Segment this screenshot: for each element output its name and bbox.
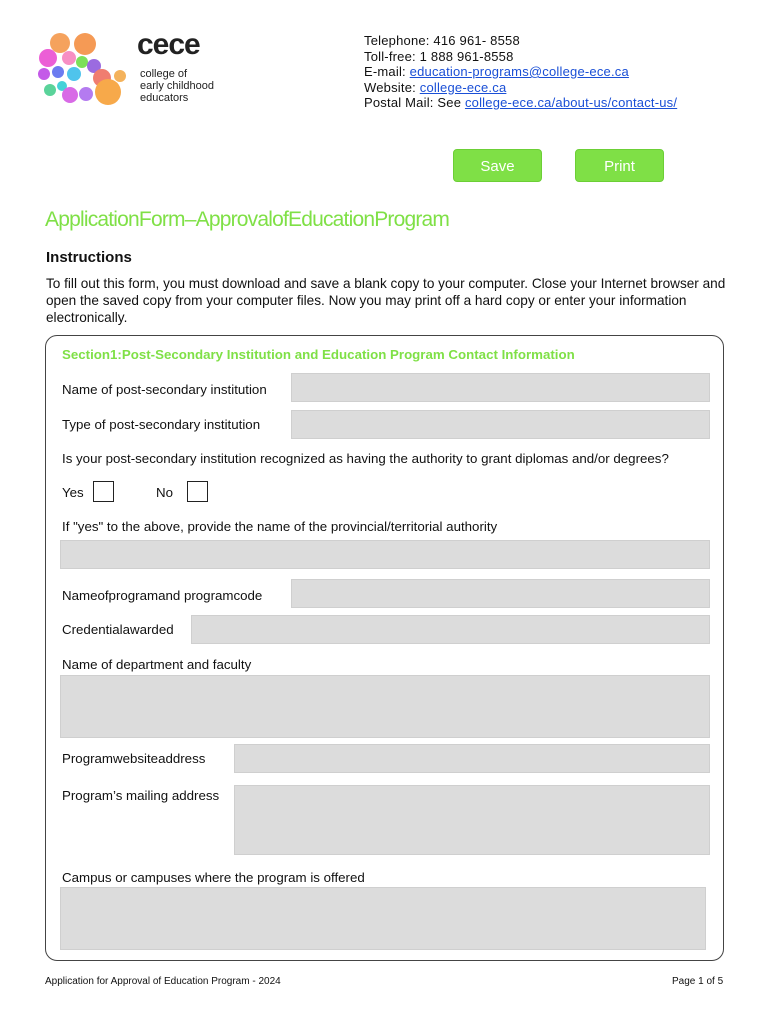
instructions-heading: Instructions	[46, 249, 132, 266]
postal-label: Postal Mail: See	[364, 95, 465, 110]
logo-subtitle-line: early childhood	[140, 80, 214, 92]
print-button[interactable]: Print	[575, 149, 664, 182]
institution-name-label: Name of post-secondary institution	[62, 382, 267, 397]
credential-label: Credentialawarded	[62, 622, 174, 637]
institution-name-field[interactable]	[291, 373, 710, 402]
department-field[interactable]	[60, 675, 710, 738]
contact-block	[364, 33, 677, 111]
logo-subtitle-line: college of	[140, 68, 188, 80]
authority-field[interactable]	[60, 540, 710, 569]
save-button[interactable]: Save	[453, 149, 542, 182]
mailing-address-field[interactable]	[234, 785, 710, 855]
email-label: E-mail:	[364, 64, 410, 79]
website-line	[364, 80, 677, 96]
website-link[interactable]: college-ece.ca	[419, 79, 507, 95]
section1-title: Section1:Post-Secondary Institution and Education Program Contact Information	[62, 347, 575, 362]
footer-page-number: Page 1 of 5	[672, 976, 724, 987]
program-name-field[interactable]	[291, 579, 710, 608]
no-checkbox[interactable]	[187, 481, 208, 502]
authority-label: If "yes" to the above, provide the name of the provincial/territorial authority	[62, 519, 498, 534]
postal-line	[364, 95, 677, 111]
campus-field[interactable]	[60, 887, 706, 950]
footer-document-title: Application for Approval of Education Program - 2024	[45, 976, 281, 987]
institution-type-label: Type of post-secondary institution	[62, 417, 261, 432]
website-address-label: Programwebsiteaddress	[62, 751, 206, 766]
logo-wordmark: cece	[137, 28, 200, 61]
cece-logo-icon	[36, 28, 136, 110]
recognized-question: Is your post-secondary institution recognized as having the authority to grant diplomas and/or degrees?	[62, 451, 669, 466]
instructions-text: To fill out this form, you must download and save a blank copy to your computer. Close your Internet browser and open the saved copy from your computer files. Now you may print off a hard copy or enter your information electronically.	[46, 276, 726, 325]
email-line	[364, 64, 677, 80]
logo-subtitle-line: educators	[140, 92, 189, 104]
yes-label: Yes	[62, 485, 84, 500]
email-link[interactable]: education-programs@college-ece.ca	[409, 64, 629, 79]
mailing-address-label: Program’s mailing address	[62, 788, 220, 803]
website-address-field[interactable]	[234, 744, 710, 773]
postal-link[interactable]: college-ece.ca/about-us/contact-us/	[464, 95, 678, 110]
no-label: No	[156, 485, 173, 500]
website-label: Website:	[364, 79, 420, 95]
institution-type-field[interactable]	[291, 410, 710, 439]
yes-checkbox[interactable]	[93, 481, 114, 502]
page-title: ApplicationForm–ApprovalofEducationProgram	[45, 208, 450, 231]
credential-field[interactable]	[191, 615, 710, 644]
tollfree-text: Toll-free: 1 888 961-8558	[364, 48, 514, 64]
telephone-text: Telephone: 416 961- 8558	[364, 33, 520, 48]
department-label: Name of department and faculty	[62, 657, 252, 672]
logo-subtitle	[140, 68, 214, 104]
program-name-label: Nameofprogramand programcode	[62, 588, 263, 603]
campus-label: Campus or campuses where the program is offered	[62, 870, 365, 885]
